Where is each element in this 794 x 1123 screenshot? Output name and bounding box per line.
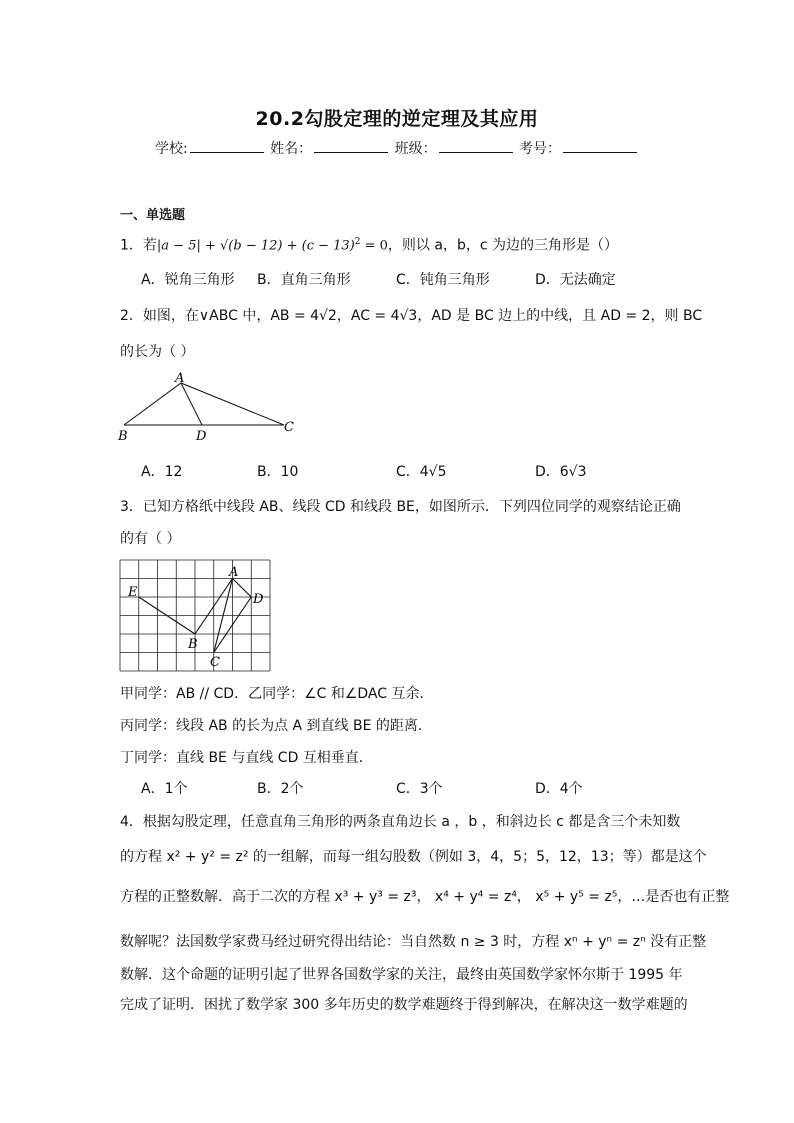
q3-label-e: E	[128, 585, 138, 600]
q3-grid	[120, 560, 270, 671]
q1-option-c[interactable]: C．钝角三角形	[396, 272, 490, 288]
question-1-stem: 1．若$|a - 5| + √(b - 12) + (c - 13)^2 = 0$，则以 a，b，c 为边的三角形是（）	[120, 237, 618, 254]
q2-label-b: B	[118, 429, 128, 444]
q4-line-1: 4．根据勾股定理，任意直角三角形的两条直角边长 a ，b ，和斜边长 c 都是含三个未知数	[120, 814, 681, 830]
name-blank[interactable]	[314, 138, 388, 153]
q3-grid-figure	[119, 559, 271, 674]
q3-statement-bing: 丙同学：线段 AB 的长为点 A 到直线 BE 的距离．	[120, 718, 432, 734]
question-2-stem-line2: 的长为（ ）	[120, 344, 195, 360]
q3-label-b: B	[188, 637, 198, 652]
q2-option-c[interactable]: C．4√5	[396, 464, 447, 480]
q1-option-b[interactable]: B．直角三角形	[257, 272, 351, 288]
q4-line-5: 数解．这个命题的证明引起了世界各国数学家的关注，最终由英国数学家怀尔斯于 1995 年	[120, 967, 683, 983]
q3-option-d[interactable]: D．4个	[535, 781, 583, 797]
q3-label-a: A	[229, 565, 239, 580]
exam-no-label: 考号：	[519, 141, 562, 157]
q4-line-4: 数解呢？法国数学家费马经过研究得出结论：当自然数 n ≥ 3 时，方程 xⁿ + yⁿ = zⁿ 没有正整	[120, 934, 707, 950]
q3-label-c: C	[210, 655, 220, 670]
name-label: 姓名：	[270, 141, 313, 157]
q2-option-b[interactable]: B．10	[257, 464, 299, 480]
q2-option-d[interactable]: D．6√3	[535, 464, 587, 480]
q3-statement-ding: 丁同学：直线 BE 与直线 CD 互相垂直．	[120, 750, 373, 766]
q2-triangle-figure	[110, 366, 310, 446]
school-label: 学校:	[154, 141, 188, 157]
q2-label-c: C	[284, 420, 294, 435]
q1-expression: |a − 5| + √(b − 12) + (c − 13)	[156, 238, 355, 254]
q2-option-a[interactable]: A．12	[141, 464, 183, 480]
q3-label-d: D	[253, 592, 264, 607]
student-info-line	[0, 138, 794, 158]
q3-statement-jia: 甲同学：AB // CD．乙同学：∠C 和∠DAC 互余．	[120, 686, 434, 702]
q4-line-3: 方程的正整数解．高于二次的方程 x³ + y³ = z³， x⁴ + y⁴ = z⁴， x⁵ + y⁵ = z⁵，…是否也有正整	[120, 889, 730, 905]
q1-option-d[interactable]: D．无法确定	[535, 272, 616, 288]
page-title: 20.2勾股定理的逆定理及其应用	[255, 108, 539, 130]
class-label: 班级：	[394, 141, 437, 157]
q3-option-a[interactable]: A．1个	[141, 781, 188, 797]
question-3-stem-line2: 的有（ ）	[120, 531, 181, 547]
q2-label-d: D	[196, 429, 207, 444]
section-heading: 一、单选题	[120, 208, 186, 223]
q4-line-6: 完成了证明．困扰了数学家 300 多年历史的数学难题终于得到解决，在解决这一数学难题的	[120, 997, 688, 1013]
q2-label-a: A	[175, 371, 185, 386]
q3-option-c[interactable]: C．3个	[396, 781, 443, 797]
q1-option-a[interactable]: A．锐角三角形	[141, 272, 235, 288]
question-2-stem-line1: 2．如图，在∨ABC 中，AB = 4√2，AC = 4√3，AD 是 BC 边上的中线，且 AD = 2，则 BC	[120, 308, 703, 324]
class-blank[interactable]	[439, 138, 513, 153]
school-blank[interactable]	[190, 138, 264, 153]
q3-option-b[interactable]: B．2个	[257, 781, 304, 797]
q4-line-2: 的方程 x² + y² = z² 的一组解，而每一组勾股数（例如 3，4，5；5，12，13；等）都是这个	[120, 849, 707, 865]
exam-no-blank[interactable]	[563, 138, 637, 153]
question-3-stem-line1: 3．已知方格纸中线段 AB、线段 CD 和线段 BE，如图所示．下列四位同学的观察结论正确	[120, 499, 681, 515]
